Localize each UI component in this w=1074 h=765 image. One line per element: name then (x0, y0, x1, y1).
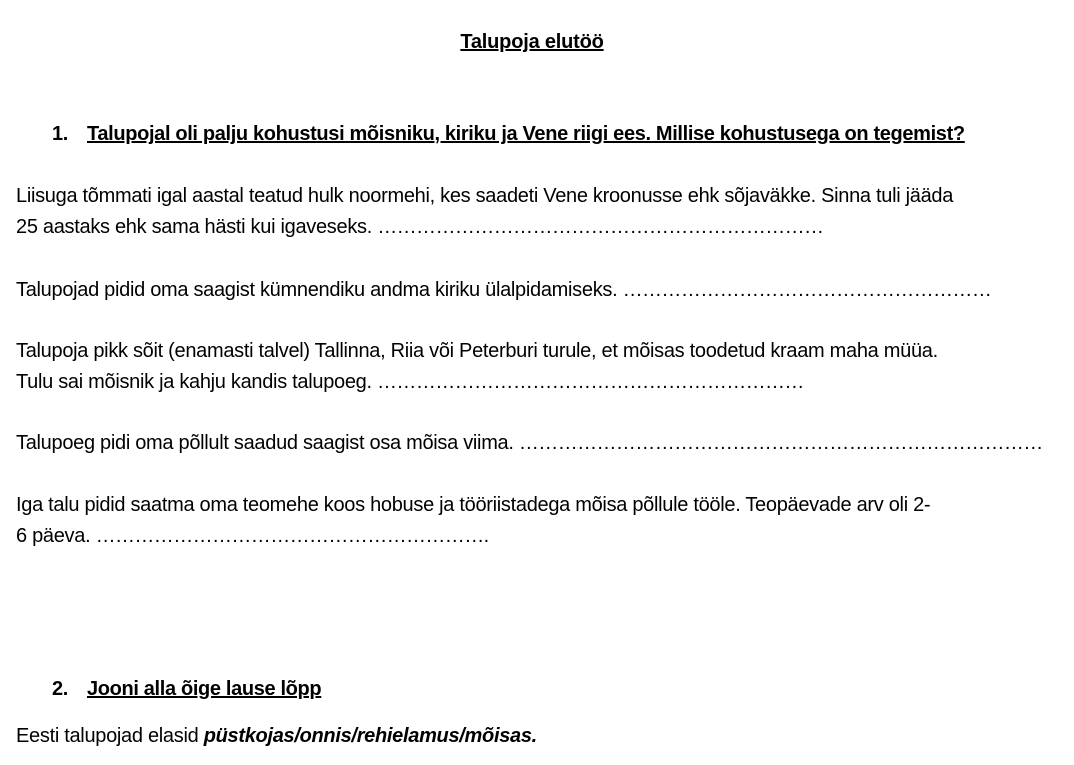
duty-item-5 (16, 490, 1056, 552)
duty-item-2 (16, 275, 1056, 306)
duty-item-3-line2: Tulu sai mõisnik ja kahju kandis talupoeg. (16, 371, 372, 393)
question-2-text: Jooni alla õige lause lõpp (87, 678, 322, 700)
question-1-number: 1. (52, 123, 68, 145)
question-1-heading (52, 123, 965, 146)
question-1-text: Talupojal oli palju kohustusi mõisniku, kiriku ja Vene riigi ees. Millise kohustusega on tegemist? (87, 123, 965, 145)
duty-item-1-answer-blank[interactable]: …………………………………………………………… (377, 216, 824, 238)
question-2-sentence-start: Eesti talupojad elasid (16, 725, 199, 747)
duty-item-5-line2: 6 päeva. (16, 525, 91, 547)
duty-item-3 (16, 336, 1056, 398)
question-2-options[interactable]: püstkojas/onnis/rehielamus/mõisas. (203, 725, 537, 747)
question-2-number: 2. (52, 678, 68, 700)
duty-item-5-answer-blank[interactable]: ……………………………………………………. (95, 525, 489, 547)
duty-item-3-line1: Talupoja pikk sõit (enamasti talvel) Tallinna, Riia või Peterburi turule, et mõisas toodetud kraam maha müüa. (16, 340, 938, 362)
duty-item-1 (16, 181, 1056, 243)
question-2-sentence (16, 721, 1056, 752)
duty-item-4 (16, 428, 1056, 459)
duty-item-4-line1: Talupoeg pidi oma põllult saadud saagist osa mõisa viima. (16, 432, 514, 454)
duty-item-2-answer-blank[interactable]: ………………………………………………… (622, 279, 992, 301)
duty-item-1-line1: Liisuga tõmmati igal aastal teatud hulk noormehi, kes saadeti Vene kroonusse ehk sõjaväkke. Sinna tuli jääda (16, 185, 954, 207)
duty-item-5-line1: Iga talu pidid saatma oma teomehe koos hobuse ja tööriistadega mõisa põllule tööle. Teopäevade arv oli 2- (16, 494, 931, 516)
duty-item-2-line1: Talupojad pidid oma saagist kümnendiku andma kiriku ülalpidamiseks. (16, 279, 618, 301)
question-2-heading (52, 678, 321, 701)
document-title: Talupoja elutöö (460, 31, 604, 53)
duty-item-4-answer-blank[interactable]: ……………………………………………………………………… (518, 432, 1043, 454)
duty-item-3-answer-blank[interactable]: ………………………………………………………… (377, 371, 804, 393)
duty-item-1-line2: 25 aastaks ehk sama hästi kui igaveseks. (16, 216, 372, 238)
